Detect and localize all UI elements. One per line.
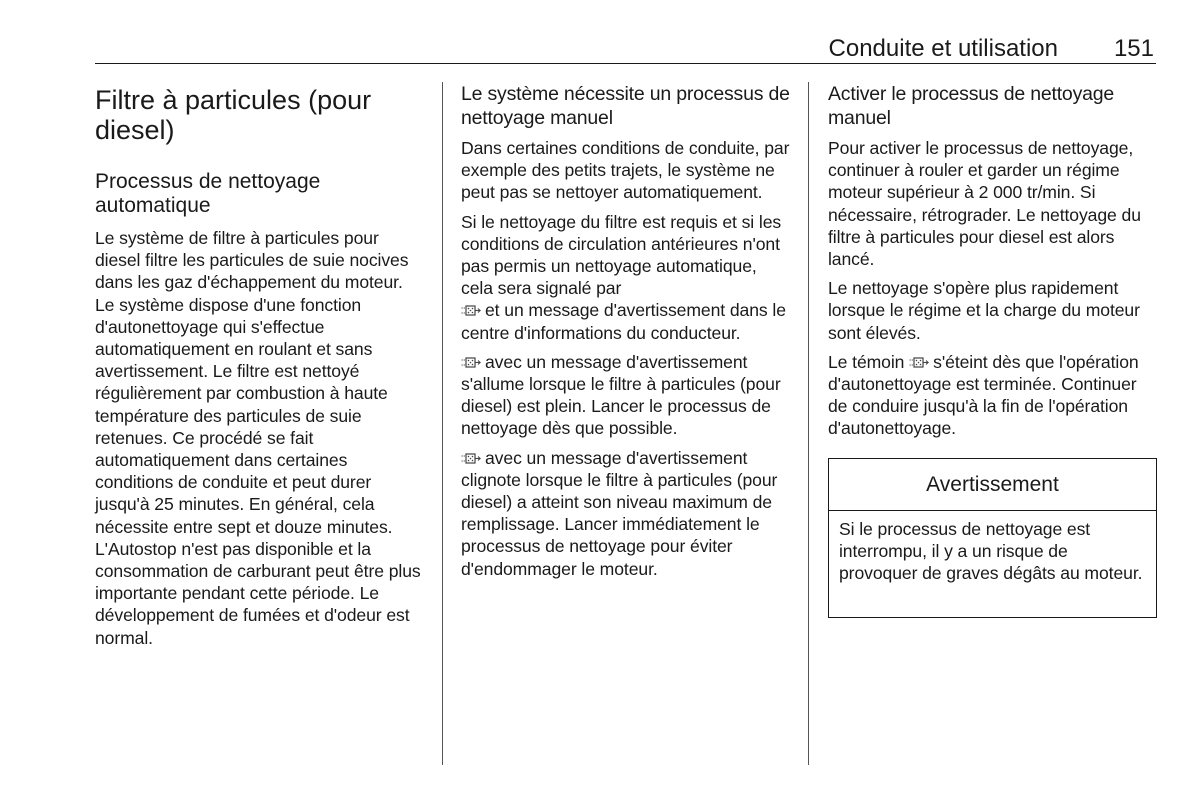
paragraph: Le nettoyage s'opère plus rapidement lorsque le régime et la charge du moteur sont élevés. [828, 278, 1140, 343]
paragraph-text: s'éteint dès que l'opération d'autonettoyage est terminée. Continuer de conduire jusqu'à la fin de l'opération d'autonettoyage. [828, 351, 1139, 439]
subsection-heading: Activer le processus de nettoyage manuel [828, 83, 1115, 129]
column-3 [828, 82, 1158, 447]
paragraph [461, 351, 791, 440]
paragraph: Pour activer le processus de nettoyage, continuer à rouler et garder un régime moteur supérieur à 2 000 tr/min. Si nécessaire, rétrograder. Le nettoyage du filtre à particules pour diesel est alors lancé. [828, 138, 1141, 270]
page-number: 151 [1113, 35, 1154, 62]
paragraph-text: Si le nettoyage du filtre est requis et si les conditions de circulation antérieures n'ont pas permis un nettoyage automatique, cela sera signalé par [461, 211, 782, 299]
paragraph-text: avec un message d'avertissement clignote lorsque le filtre à particules (pour diesel) a atteint son niveau maximum de remplissage. Lancer immédiatement le processus de nettoyage pour éviter d'endommager le moteur. [461, 447, 778, 579]
column-1 [95, 82, 425, 656]
paragraph [461, 447, 791, 580]
column-divider-2 [808, 82, 809, 765]
diesel-particulate-filter-icon [461, 303, 481, 318]
column-divider-1 [442, 82, 443, 765]
diesel-particulate-filter-icon [461, 451, 481, 466]
paragraph-text: et un message d'avertissement dans le centre d'informations du conducteur. [461, 300, 786, 343]
diesel-particulate-filter-icon [461, 355, 481, 370]
paragraph [828, 351, 1158, 440]
diesel-particulate-filter-icon [909, 355, 929, 370]
column-2 [461, 82, 791, 587]
page-header [95, 34, 1156, 64]
warning-text: Si le processus de nettoyage est interrompu, il y a un risque de provoquer de graves dégâts au moteur. [839, 519, 1143, 584]
subsection-heading: Processus de nettoyage automatique [95, 170, 321, 217]
warning-box [828, 458, 1157, 618]
paragraph: Le système de filtre à particules pour diesel filtre les particules de suie nocives dans les gaz d'échappement du moteur. Le système dispose d'une fonction d'autonettoyage qui s'effectue automatiquement en roulant et sans avertissement. Le filtre est nettoyé régulièrement par combustion à haute température des particules de suie retenues. Ce procédé se fait automatiquement dans certaines conditions de conduite et peut durer jusqu'à 25 minutes. En général, cela nécessite entre sept et douze minutes. L'Autostop n'est pas disponible et la consommation de carburant peut être plus importante pendant cette période. Le développement de fumées et d'odeur est normal. [95, 228, 421, 648]
paragraph-text: Le témoin [828, 351, 905, 372]
section-title: Conduite et utilisation [828, 35, 1058, 62]
paragraph [461, 211, 791, 344]
warning-title: Avertissement [829, 459, 1156, 511]
section-heading: Filtre à particules (pour diesel) [95, 85, 372, 145]
paragraph: Dans certaines conditions de conduite, par exemple des petits trajets, le système ne peut pas se nettoyer automatiquement. [461, 138, 790, 203]
subsection-heading: Le système nécessite un processus de nettoyage manuel [461, 83, 790, 129]
paragraph-text: avec un message d'avertissement s'allume lorsque le filtre à particules (pour diesel) est plein. Lancer le processus de nettoyage dès que possible. [461, 351, 781, 439]
